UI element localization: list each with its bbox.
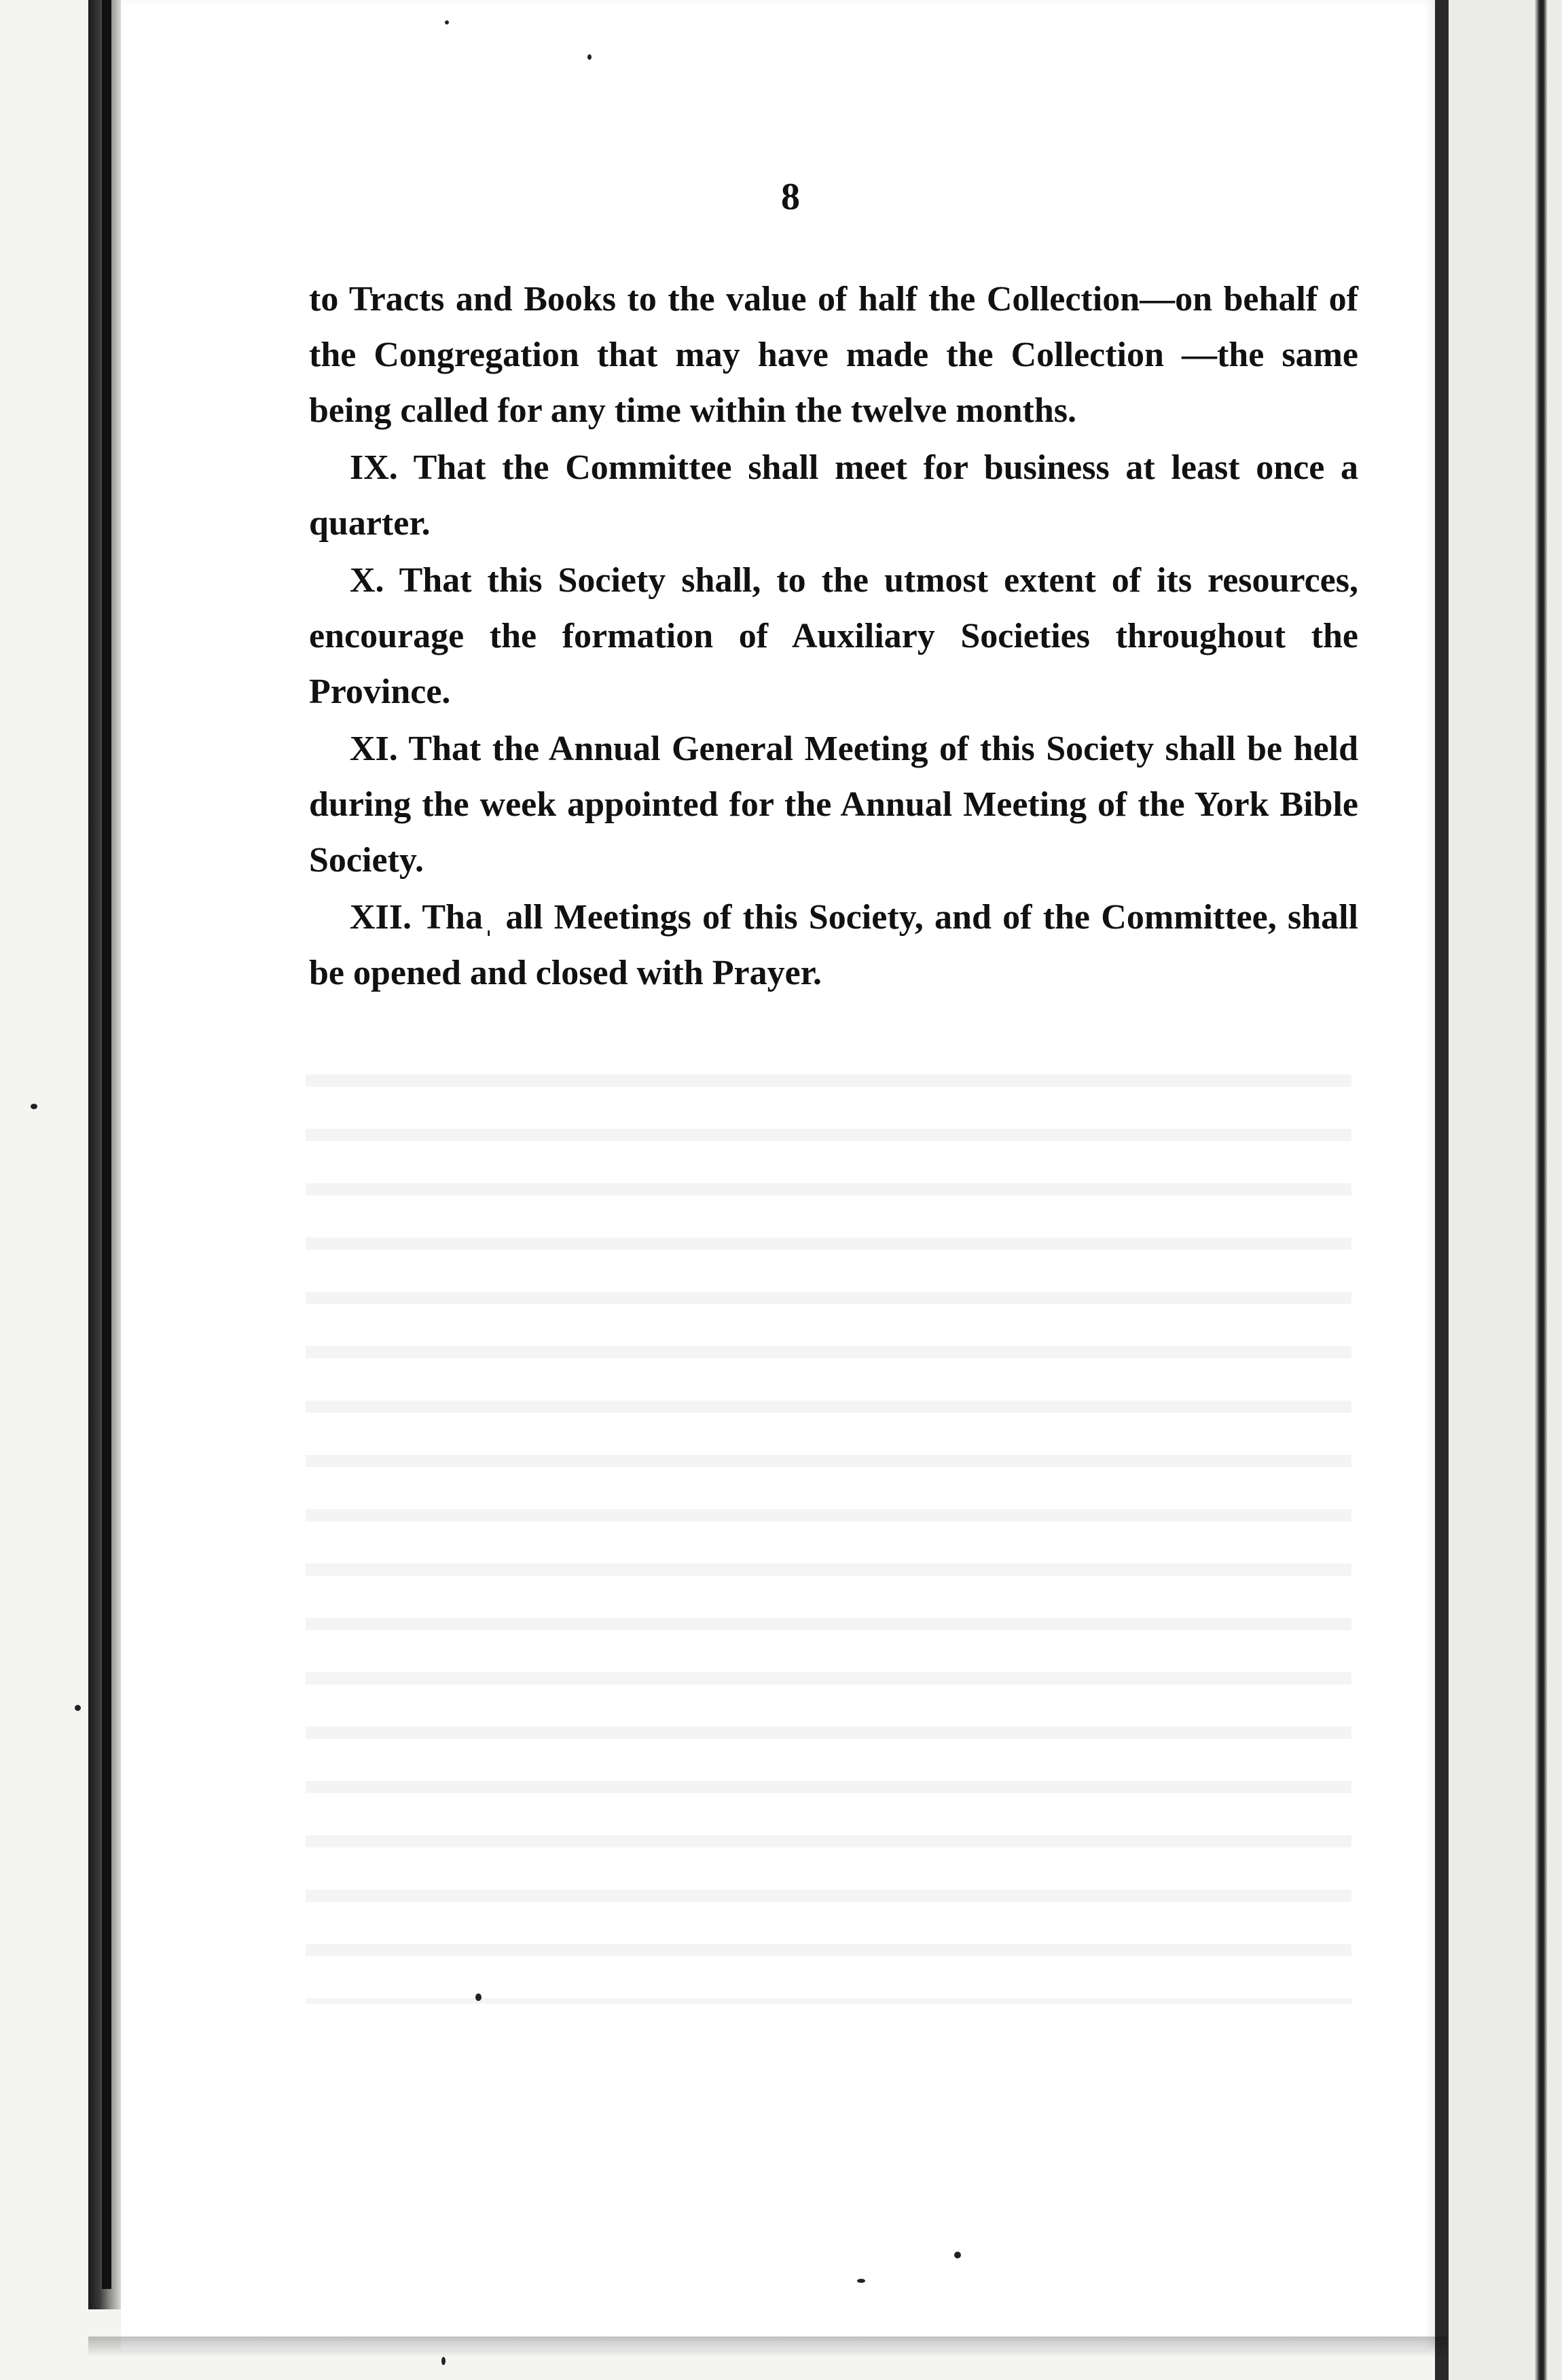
scan-speck (31, 1104, 37, 1109)
article-numeral: XI. (350, 729, 398, 768)
scan-left-edge-shadow (102, 0, 111, 2289)
body-text (309, 272, 1358, 1003)
paragraph-article-x (309, 553, 1358, 720)
paragraph-text: to Tracts and Books to the value of half the Collection—on behalf of the Congregation that may have made the Collection —the same being called for any time within the twelve months. (309, 280, 1358, 430)
scan-speck (475, 1994, 482, 2001)
scan-speck (587, 54, 592, 60)
article-numeral: X. (350, 561, 384, 600)
paragraph-article-xii (309, 890, 1358, 1001)
page-bottom-shadow (88, 2337, 1447, 2357)
article-numeral: IX. (350, 448, 398, 487)
paragraph-article-ix (309, 440, 1358, 552)
adjacent-page-edge (1535, 0, 1547, 2380)
scan-speck (75, 1705, 81, 1711)
article-numeral: XII. (350, 898, 412, 937)
scan-speck (441, 2357, 446, 2365)
scan-speck (857, 2279, 865, 2283)
paragraph-continuation (309, 272, 1358, 439)
scan-speck (954, 2252, 961, 2258)
paragraph-text: That this Society shall, to the utmost extent of its resources, encourage the formation of Auxiliary Societies throughout the Province. (309, 561, 1358, 711)
paragraph-article-xi (309, 721, 1358, 888)
page-number: 8 (781, 176, 800, 218)
bleed-through-text (306, 1039, 1351, 2004)
paragraph-text: Thaˌ all Meetings of this Society, and of the Committee, shall be opened and closed with Prayer. (309, 898, 1358, 992)
paragraph-text: That the Committee shall meet for business at least once a quarter. (309, 448, 1359, 543)
page-gutter (1435, 0, 1449, 2380)
paragraph-text: That the Annual General Meeting of this Society shall be held during the week appointed for the Annual Meeting of the York Bible Society. (309, 729, 1359, 880)
scan-speck (445, 20, 449, 24)
